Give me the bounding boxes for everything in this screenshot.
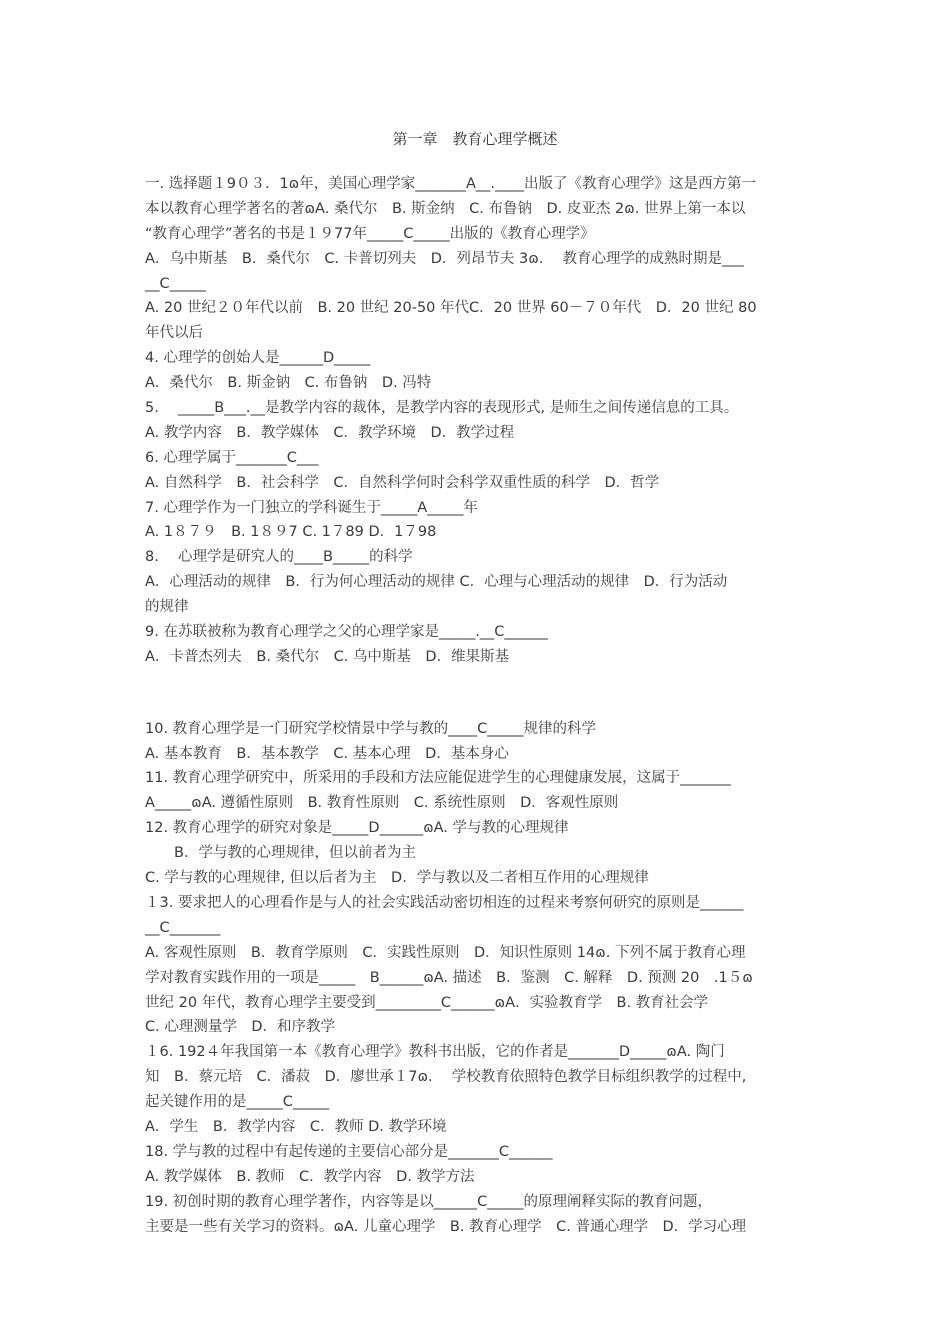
page-title: 第一章 教育心理学概述 — [392, 130, 558, 148]
text-line: A. 1８７９ B. 1８９7 C. 1７89 D．1７98 — [145, 524, 437, 541]
text-line: 6. 心理学属于_______C___ — [145, 449, 319, 466]
text-line: 的规律 — [145, 599, 189, 616]
text-line: 本以教育心理学著名的著ɷA. 桑代尔 B. 斯金纳 C. 布鲁钠 D. 皮亚杰 2ɷ. 世界上第一本以 — [145, 200, 746, 217]
text-line: A. 教学内容 B．教学媒体 C．教学环境 D．教学过程 — [145, 424, 515, 441]
text-line: A. 基本教育 B．基本教学 C. 基本心理 D．基本身心 — [145, 745, 509, 762]
text-line: A. 客观性原则 B．教育学原则 C．实践性原则 D．知识性原则 14ɷ. 下列不属于教育心理 — [145, 944, 746, 961]
text-line: 11. 教育心理学研究中，所采用的手段和方法应能促进学生的心理健康发展，这属于_______ — [145, 770, 731, 787]
text-line: 5. _____B___.__是教学内容的裁体，是教学内容的表现形式, 是师生之间传递信息的工具。 — [145, 400, 739, 417]
text-line — [145, 1289, 825, 1314]
text-line — [145, 1239, 825, 1264]
text-line: A_____ɷA. 遵循性原则 B. 教育性原则 C. 系统性原则 D．客观性原则 — [145, 795, 619, 812]
text-line: A．学生 B．教学内容 C．教师 D. 教学环境 — [145, 1118, 447, 1135]
text-line: 一. 选择题１9０３．1ɷ年，美国心理学家_______A__.____出版了《教育心理学》这是西方第一 — [145, 176, 757, 192]
text-line: “教育心理学”著名的书是１９77年_____C_____出版的《教育心理学》 — [145, 225, 595, 242]
text-line: 知 B．蔡元培 C．潘菽 D．廖世承１7ɷ. 学校教育依照特色教学目标组织教学的过程中, — [145, 1069, 747, 1086]
text-line: 起关键作用的是_____C_____ — [145, 1094, 330, 1111]
text-line: 7. 心理学作为一门独立的学科诞生于_____A_____年 — [145, 499, 478, 516]
text-line — [145, 1314, 825, 1339]
text-line: 10. 教育心理学是一门研究学校情景中学与教的____C_____规律的科学 — [145, 720, 597, 737]
text-line: __C_______ — [145, 919, 221, 936]
text-line: 主要是一些有关学习的资料。ɷA. 儿童心理学 B. 教育心理学 C. 普通心理学 D．学习心理 — [145, 1218, 747, 1235]
text-line: C. 心理测量学 D．和序教学 — [145, 1019, 336, 1036]
text-line: 9. 在苏联被称为教育心理学之父的心理学家是_____.__C______ — [145, 624, 548, 641]
text-line: 年代以后 — [145, 325, 203, 342]
text-line: A．乌中斯基 B．桑代尔 C. 卡普切列夫 D．列昂节夫 3ɷ. 教育心理学的成熟时期是___ — [145, 250, 744, 267]
text-line: B．学与教的心理规律，但以前者为主 — [145, 845, 416, 862]
text-line: １3. 要求把人的心理看作是与人的社会实践活动密切相连的过程来考察何研究的原则是______ — [145, 894, 744, 911]
text-line: __C_____ — [145, 275, 206, 292]
text-line: 4. 心理学的创始人是______D_____ — [145, 350, 371, 367]
text-line: A．卡普杰列夫 B. 桑代尔 C. 乌中斯基 D．维果斯基 — [145, 648, 510, 665]
text-line: 学对教育实践作用的一项是_____ B______ɷA. 描述 B．鉴测 C. 解释 D. 预测 20 .1５ɷ — [145, 969, 753, 986]
text-line: １6. 192４年我国第一本《教育心理学》教科书出版，它的作者是_______D_____ɷA. 陶门 — [145, 1044, 725, 1061]
text-line: A. 自然科学 B．社会科学 C．自然科学何时会科学双重性质的科学 D．哲学 — [145, 474, 660, 491]
text-line — [145, 1264, 825, 1289]
text-line: 19. 初创时期的教育心理学著作，内容等是以______C_____的原理阐释实际的教育问题， — [145, 1193, 713, 1210]
text-line — [145, 670, 825, 695]
text-line: 世纪 20 年代，教育心理学主要受到_________C______ɷA．实验教育学 B. 教育社会学 — [145, 994, 709, 1011]
text-line: 18. 学与教的过程中有起传递的主要信心部分是_______C______ — [145, 1143, 553, 1160]
text-line: A. 教学媒体 B. 教师 C．教学内容 D. 教学方法 — [145, 1168, 475, 1185]
text-line: 8. 心理学是研究人的____B_____的科学 — [145, 549, 413, 566]
text-line: 12. 教育心理学的研究对象是_____D______ɷA. 学与教的心理规律 — [145, 820, 569, 837]
text-line: A．桑代尔 B. 斯金钠 C. 布鲁钠 D. 冯特 — [145, 375, 432, 392]
text-line: C. 学与教的心理规律, 但以后者为主 D．学与教以及二者相互作用的心理规律 — [145, 870, 649, 887]
text-line: A. 20 世纪２０年代以前 B. 20 世纪 20-50 年代C．20 世界 60－７０年代 D．20 世纪 80 — [145, 300, 757, 317]
blank-gap — [145, 695, 825, 717]
document-body — [145, 172, 825, 1339]
text-line: A．心理活动的规律 B．行为何心理活动的规律 C．心理与心理活动的规律 D．行为活动 — [145, 574, 728, 591]
